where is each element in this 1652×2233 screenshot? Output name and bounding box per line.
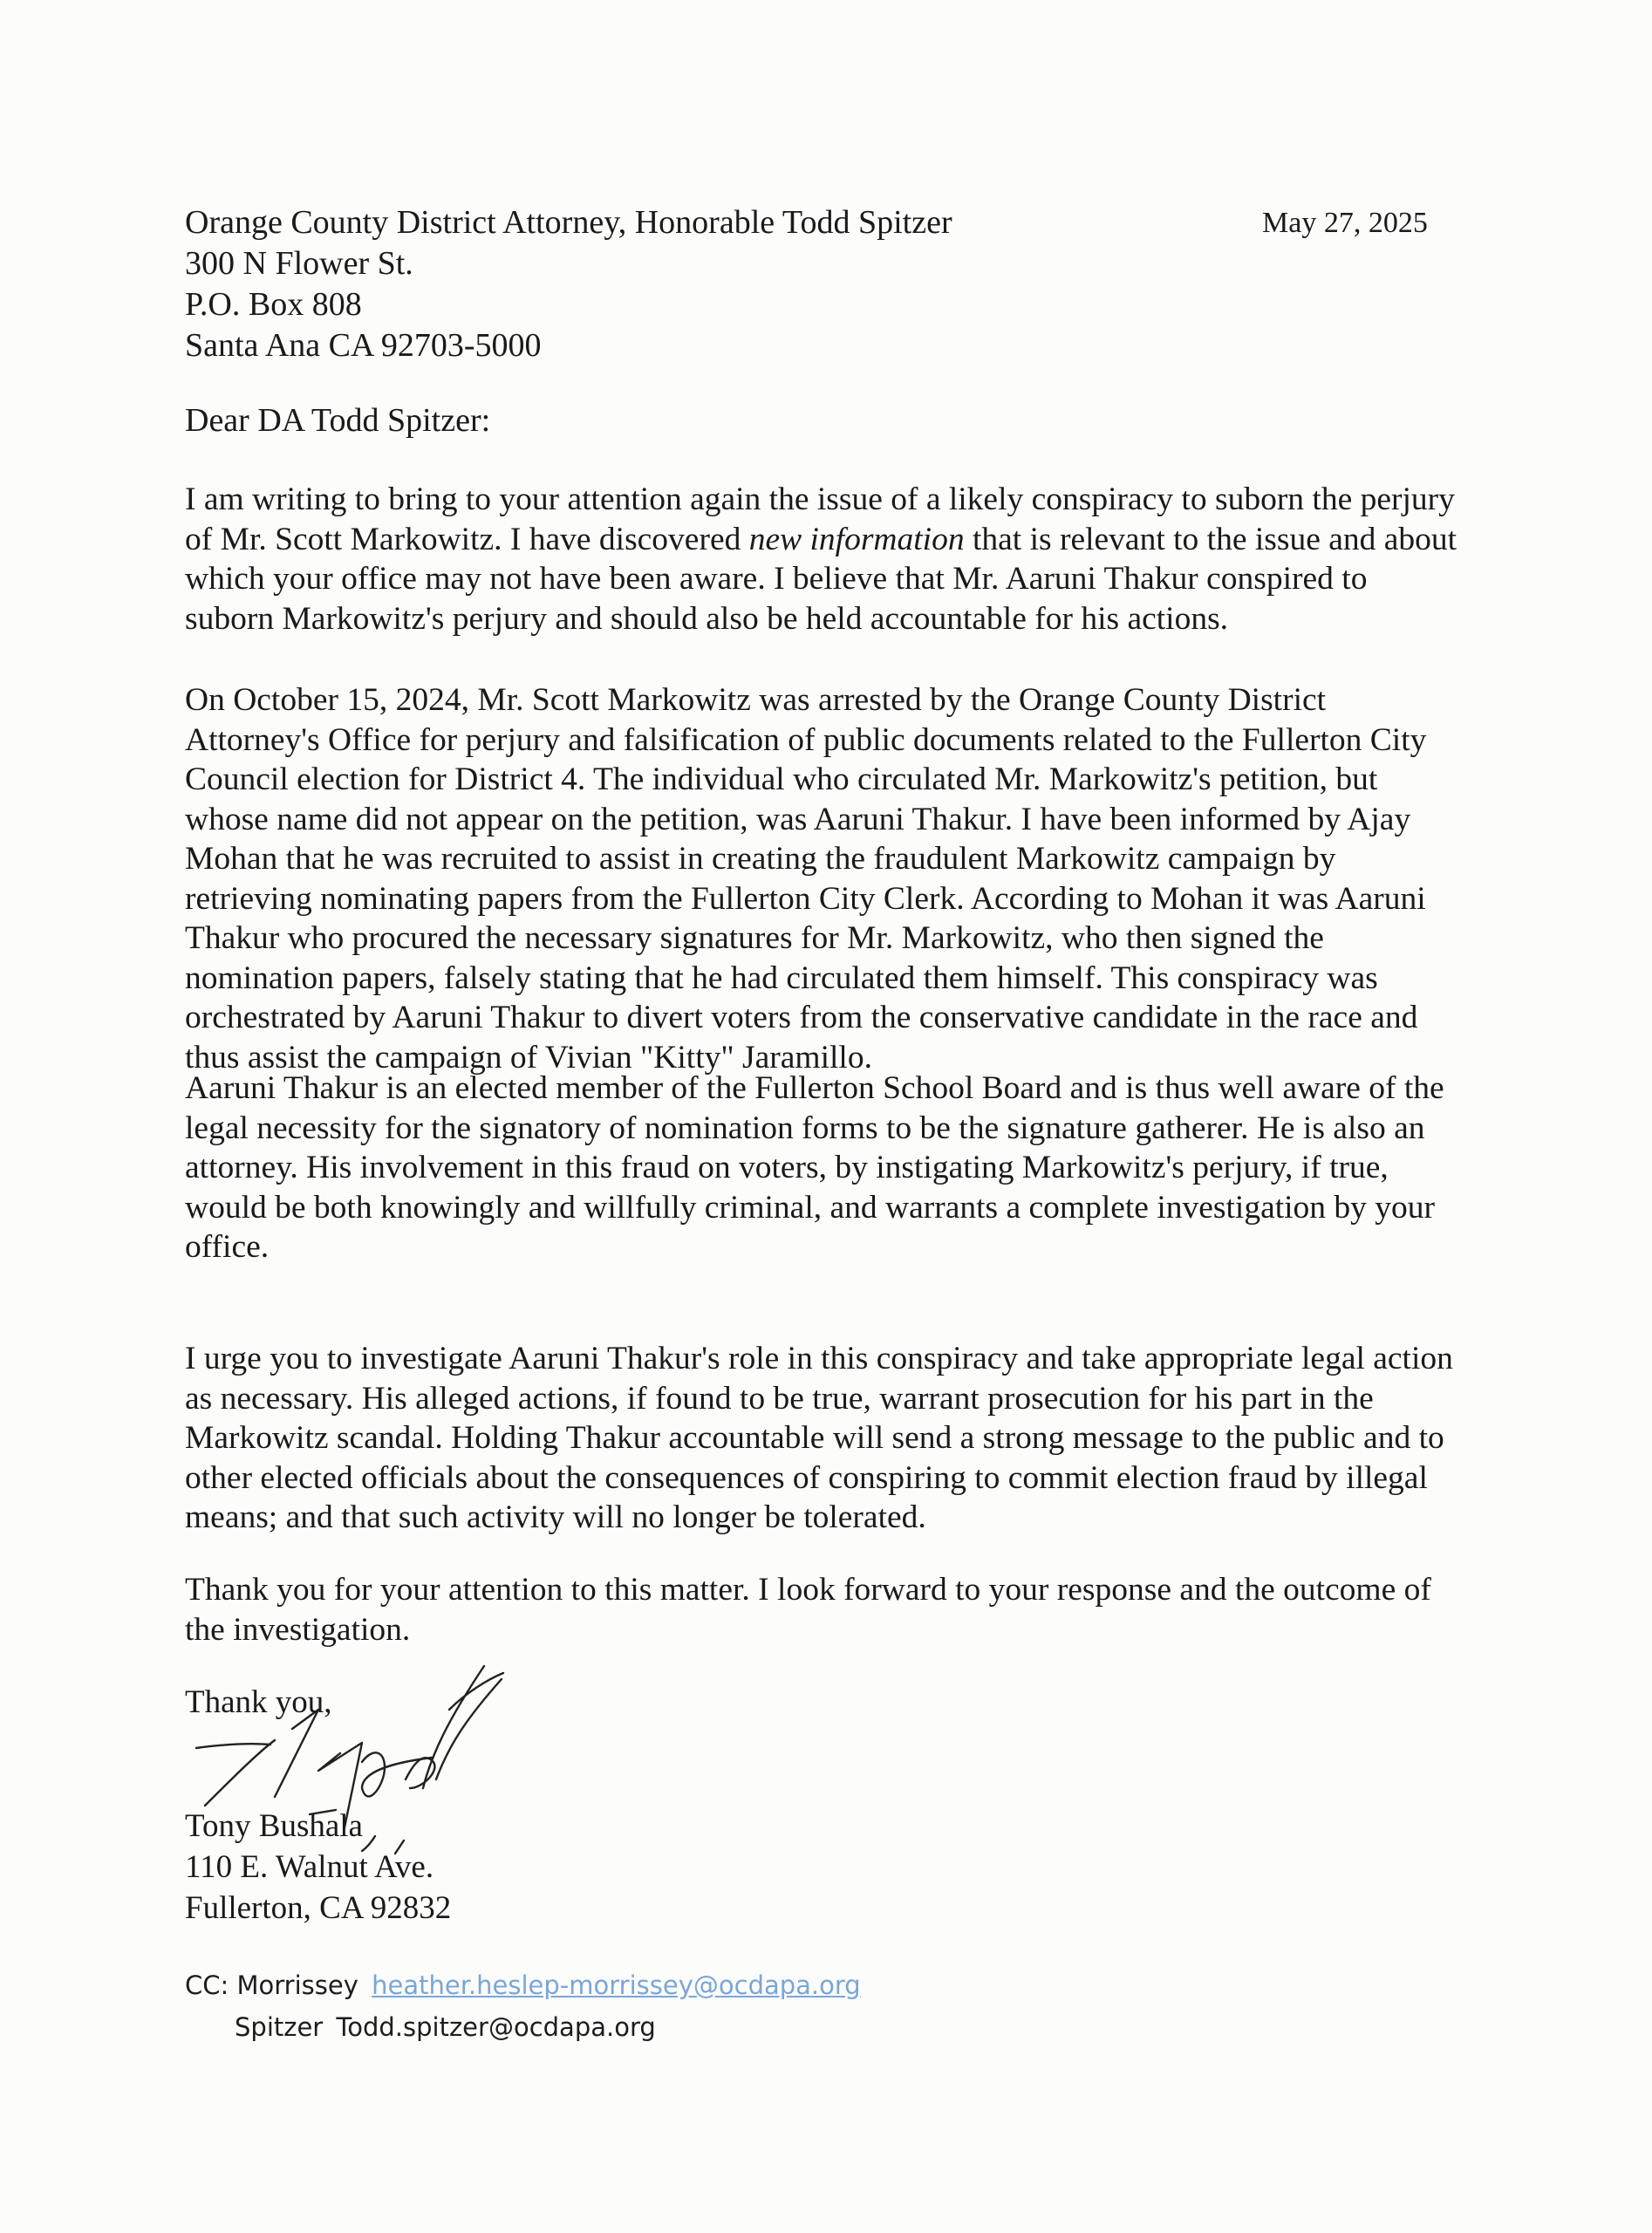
text-line: which your office may not have been aware. I believe that Mr. Aaruni Thakur conspired to [185, 561, 1368, 597]
recipient-address [185, 202, 952, 366]
text-line: Council election for District 4. The individual who circulated Mr. Markowitz's petition, but [185, 761, 1378, 797]
cc-name: Morrissey [236, 1970, 358, 2000]
text-line: thus assist the campaign of Vivian "Kitty" Jaramillo. [185, 1039, 872, 1076]
text-line: attorney. His involvement in this fraud on voters, by instigating Markowitz's perjury, if true, [185, 1150, 1389, 1185]
text-line: Markowitz scandal. Holding Thakur accountable will send a strong message to the public and to [185, 1420, 1444, 1456]
text-line: means; and that such activity will no longer be tolerated. [185, 1499, 926, 1535]
text-line: On October 15, 2024, Mr. Scott Markowitz was arrested by the Orange County District [185, 682, 1327, 718]
text-line: retrieving nominating papers from the Fullerton City Clerk. According to Mohan it was Aaruni [185, 880, 1426, 917]
text-line: orchestrated by Aaruni Thakur to divert voters from the conservative candidate in the race and [185, 1000, 1418, 1035]
paragraph-thanks [185, 1570, 1467, 1649]
sender-block [185, 1806, 451, 1929]
text-line: the investigation. [185, 1611, 411, 1648]
sender-city: Fullerton, CA 92832 [185, 1890, 452, 1926]
recipient-line: 300 N Flower St. [185, 245, 413, 282]
sender-name: Tony Bushala [185, 1808, 363, 1844]
text-line: office. [185, 1229, 270, 1265]
text-line: suborn Markowitz's perjury and should also be held accountable for his actions. [185, 600, 1229, 637]
cc-email: Todd.spitzer@ocdapa.org [336, 2012, 656, 2042]
cc-line [185, 2006, 861, 2048]
paragraph-intro [185, 480, 1467, 638]
text-line: other elected officials about the consequences of conspiring to commit election fraud by illegal [185, 1459, 1428, 1496]
cc-label: CC: [185, 1970, 229, 2000]
text-line: Thakur who procured the necessary signatures for Mr. Markowitz, who then signed the [185, 920, 1324, 956]
cc-line [185, 1964, 861, 2006]
recipient-line: P.O. Box 808 [185, 286, 362, 323]
text-span: that is relevant to the issue and about [964, 521, 1457, 557]
text-line: whose name did not appear on the petition, was Aaruni Thakur. I have been informed by Ajay [185, 801, 1411, 837]
sender-street: 110 E. Walnut Ave. [185, 1849, 434, 1885]
text-line: nomination papers, falsely stating that he had circulated them himself. This conspiracy was [185, 959, 1378, 996]
recipient-line: Orange County District Attorney, Honorable Todd Spitzer [185, 204, 952, 241]
recipient-line: Santa Ana CA 92703-5000 [185, 327, 542, 364]
text-line: as necessary. His alleged actions, if found to be true, warrant prosecution for his part in the [185, 1380, 1374, 1417]
letter-date: May 27, 2025 [1262, 207, 1428, 239]
salutation: Dear DA Todd Spitzer: [185, 402, 491, 439]
text-line: would be both knowingly and willfully criminal, and warrants a complete investigation by your [185, 1189, 1436, 1226]
text-line: Aaruni Thakur is an elected member of the Fullerton School Board and is thus well aware of the [185, 1070, 1444, 1106]
cc-block [185, 1964, 861, 2048]
closing: Thank you, [185, 1684, 332, 1720]
text-line [185, 520, 1467, 560]
text-line: Mohan that he was recruited to assist in creating the fraudulent Markowitz campaign by [185, 841, 1336, 877]
cc-name: Spitzer [235, 2012, 324, 2042]
text-line: Thank you for your attention to this matter. I look forward to your response and the outcome of [185, 1572, 1431, 1608]
paragraph-urge [185, 1339, 1467, 1538]
text-line: I urge you to investigate Aaruni Thakur's role in this conspiracy and take appropriate legal action [185, 1341, 1453, 1376]
paragraph-thakur [185, 1069, 1467, 1267]
text-line: I am writing to bring to your attention again the issue of a likely conspiracy to suborn the perjury [185, 481, 1455, 517]
emphasis-text: new information [748, 521, 965, 557]
cc-email-link[interactable]: heather.heslep-morrissey@ocdapa.org [372, 1970, 861, 2000]
text-line: Attorney's Office for perjury and falsification of public documents related to the Fullerton City [185, 721, 1427, 758]
paragraph-arrest [185, 680, 1467, 1077]
text-span: of Mr. Scott Markowitz. I have discovered [185, 521, 749, 557]
text-line: legal necessity for the signatory of nomination forms to be the signature gatherer. He is also an [185, 1110, 1425, 1146]
